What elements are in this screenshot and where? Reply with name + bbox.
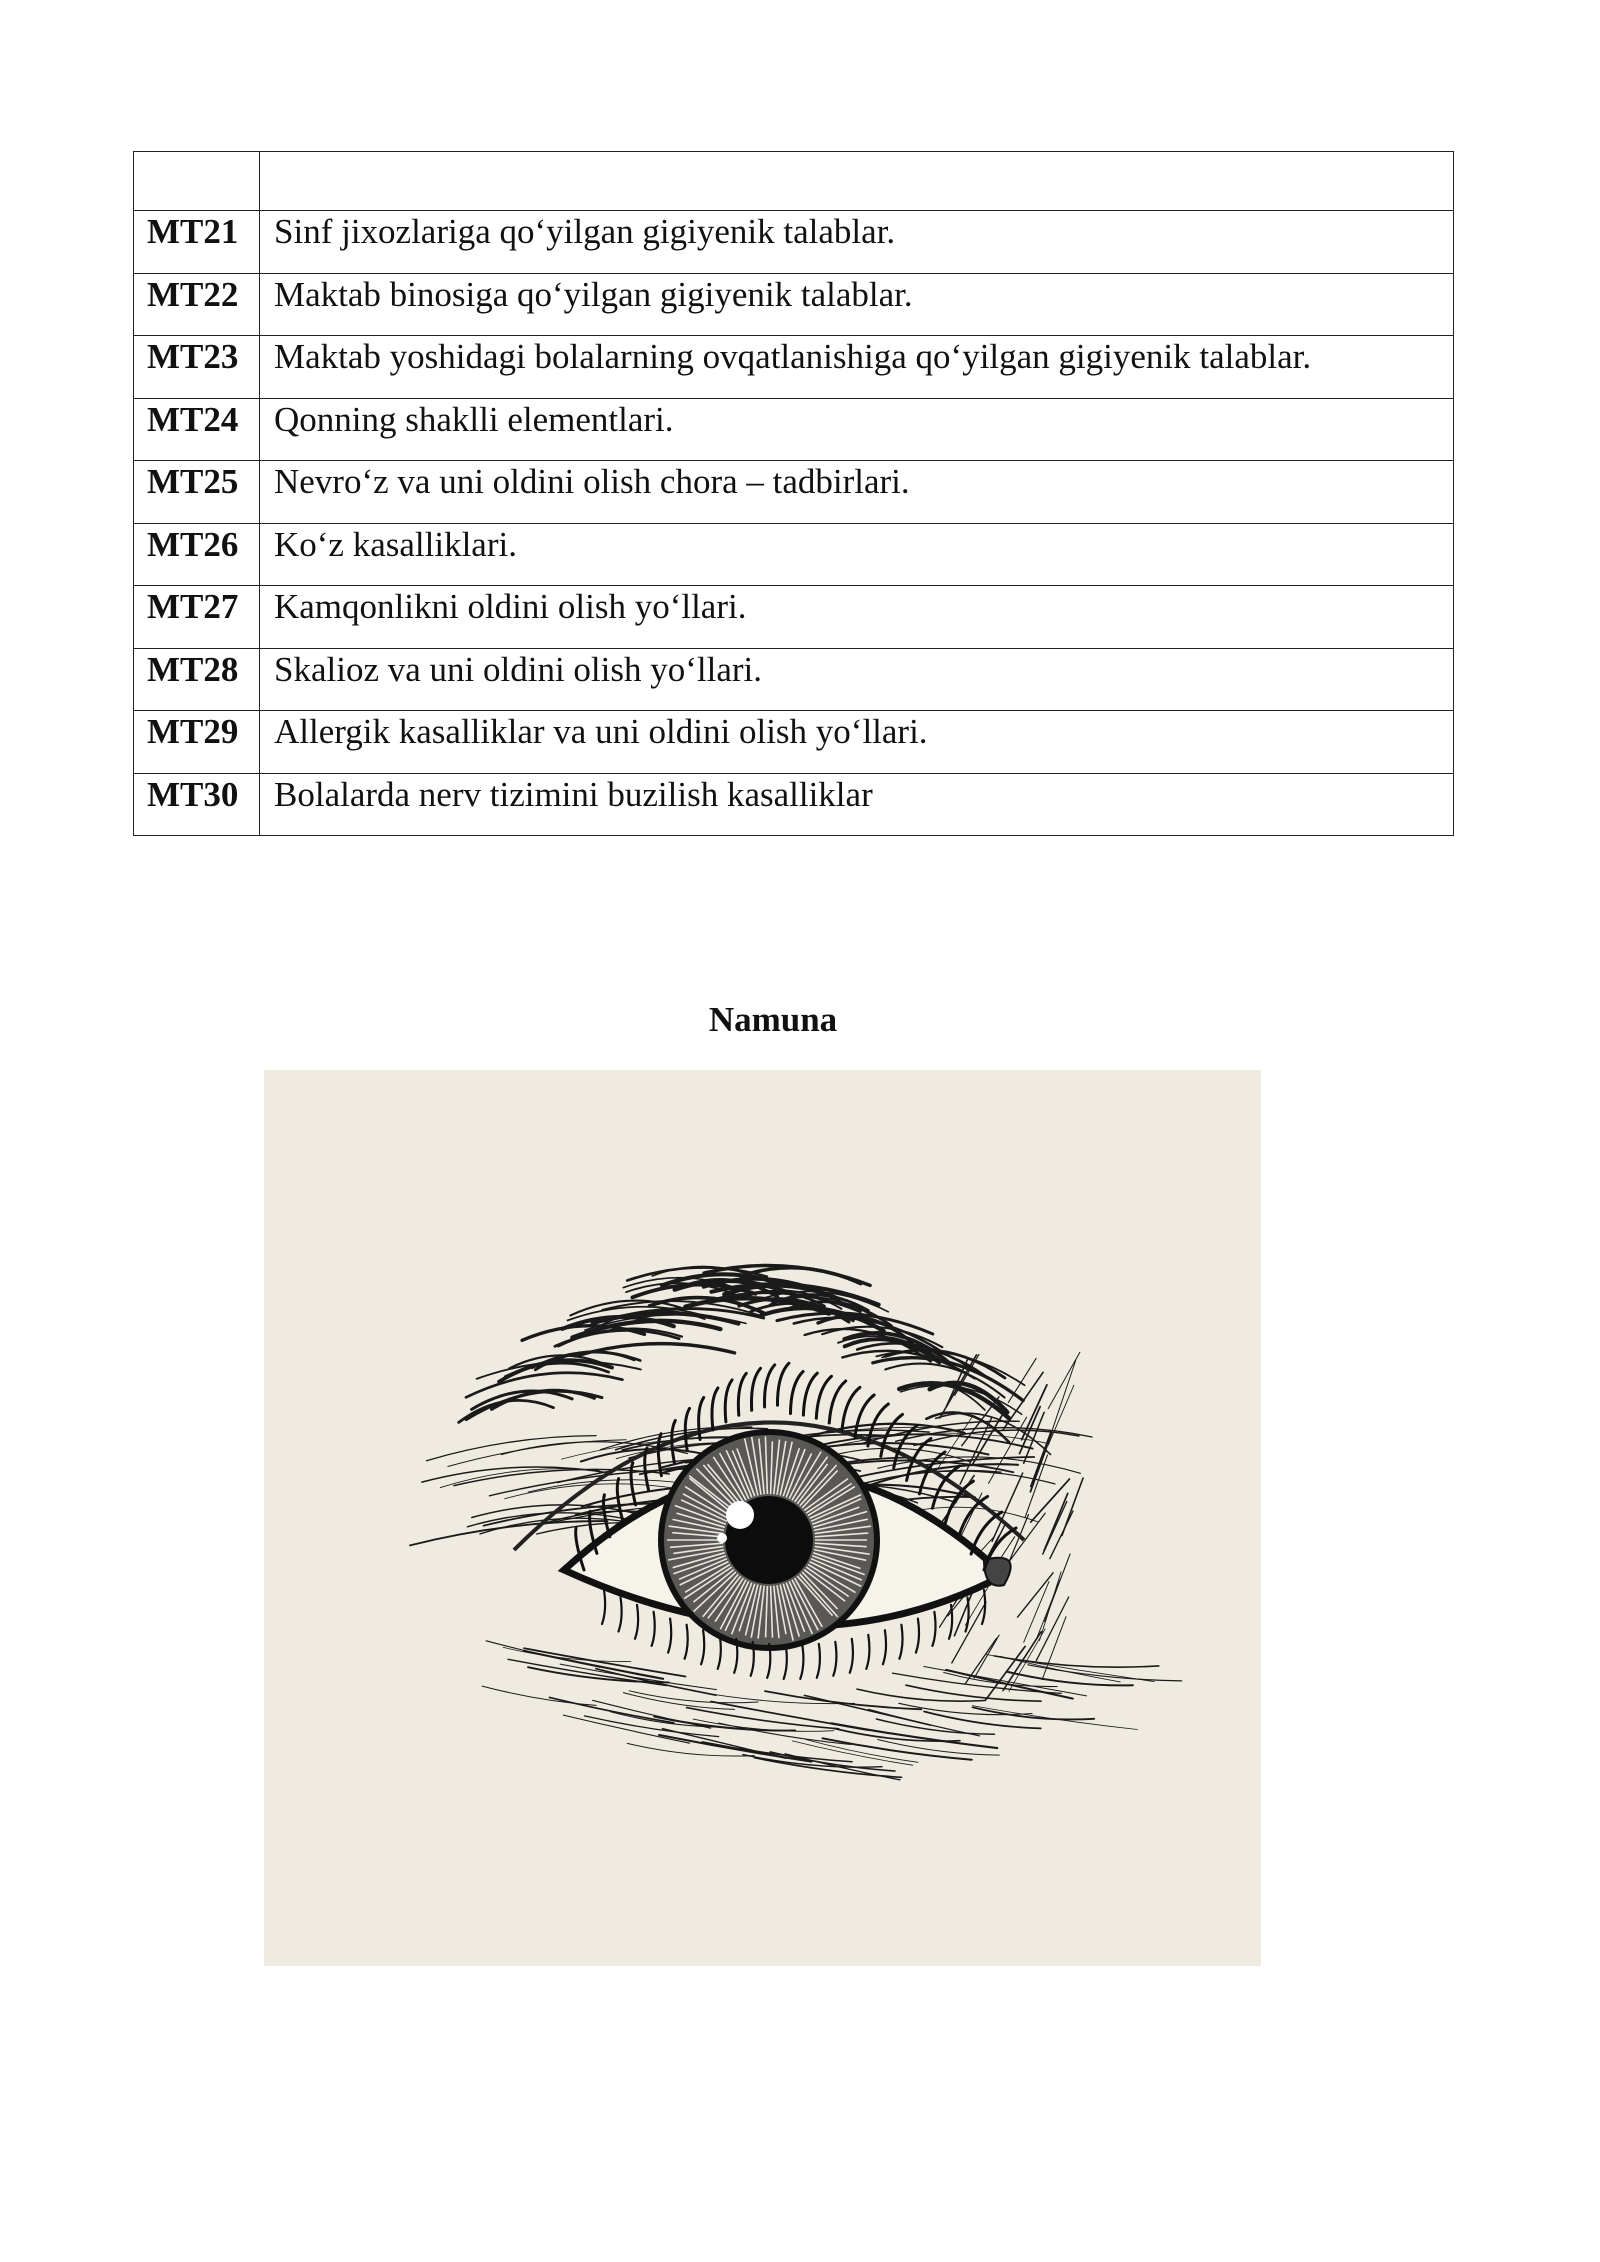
topic-title: Sinf jixozlariga qo‘yilgan gigiyenik talablar. [260,211,1454,274]
topic-title: Maktab binosiga qo‘yilgan gigiyenik talablar. [260,273,1454,336]
topic-title: Kamqonlikni oldini olish yo‘llari. [260,586,1454,649]
topic-code: MT27 [134,586,260,649]
table-row [134,152,1454,211]
topic-code: MT28 [134,648,260,711]
topic-code: MT23 [134,336,260,399]
topic-code: MT29 [134,711,260,774]
topic-title: Qonning shaklli elementlari. [260,398,1454,461]
topic-title: Bolalarda nerv tizimini buzilish kasalliklar [260,773,1454,836]
table-row [134,336,1454,399]
topic-code: MT26 [134,523,260,586]
topics-table [133,151,1454,836]
topic-code: MT21 [134,211,260,274]
topic-title: Maktab yoshidagi bolalarning ovqatlanishiga qo‘yilgan gigiyenik talablar. [260,336,1454,399]
iris [661,1432,877,1648]
table-row [134,461,1454,524]
topic-code: MT24 [134,398,260,461]
topic-title: Allergik kasalliklar va uni oldini olish yo‘llari. [260,711,1454,774]
table-row [134,586,1454,649]
topic-code: MT30 [134,773,260,836]
topic-code [134,152,260,211]
topic-title: Nevro‘z va uni oldini olish chora – tadbirlari. [260,461,1454,524]
topic-title: Skalioz va uni oldini olish yo‘llari. [260,648,1454,711]
topic-code: MT22 [134,273,260,336]
topic-code: MT25 [134,461,260,524]
topic-title [260,152,1454,211]
figure-caption: Namuna [708,1000,838,1039]
table-row [134,648,1454,711]
table-row [134,398,1454,461]
table-row [134,773,1454,836]
table-row [134,273,1454,336]
table-row [134,211,1454,274]
eye-sketch-illustration [264,1070,1261,1966]
topic-title: Ko‘z kasalliklari. [260,523,1454,586]
table-row [134,711,1454,774]
table-row [134,523,1454,586]
